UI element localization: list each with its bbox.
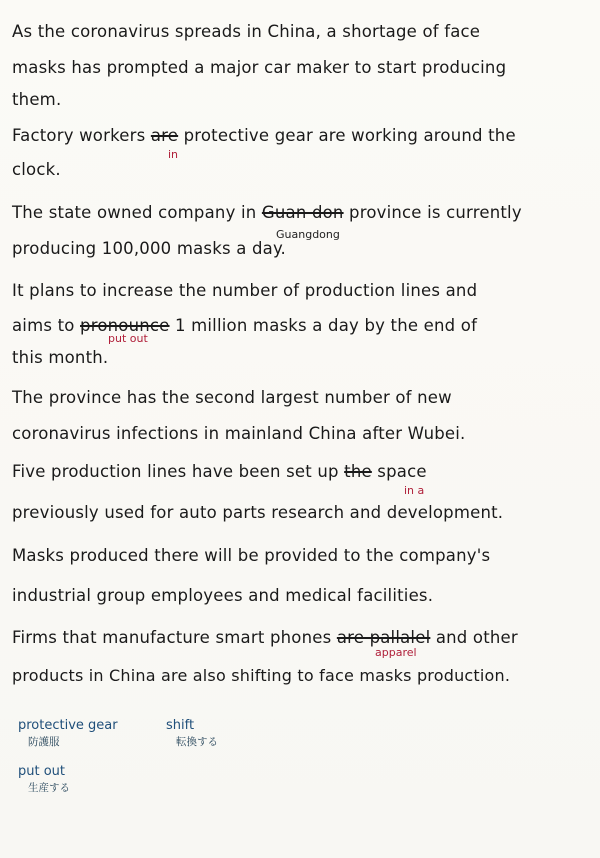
glossary-entry [18, 718, 118, 749]
struck-word: the [344, 462, 372, 481]
correction-in: in [168, 148, 179, 161]
text-segment: The state owned company in [12, 203, 257, 222]
glossary-term: put out [18, 764, 66, 779]
text-line: coronavirus infections in mainland China after Wubei. [12, 424, 466, 443]
text-segment: space [377, 462, 427, 481]
correction-apparel: apparel [375, 646, 417, 659]
glossary-translation: 防護服 [28, 736, 60, 748]
text-segment: province is currently [349, 203, 522, 222]
struck-word: are pallalel [336, 628, 431, 647]
text-line: As the coronavirus spreads in China, a shortage of face [12, 22, 481, 41]
text-line [12, 462, 590, 482]
correction-guangdong: Guangdong [276, 228, 340, 241]
text-segment: and other [435, 628, 518, 647]
correction-in-a: in a [404, 484, 425, 497]
text-segment: Firms that manufacture smart phones [12, 628, 332, 647]
glossary-translation: 生産する [28, 782, 70, 794]
text-line: clock. [12, 160, 61, 179]
text-line: industrial group employees and medical facilities. [12, 586, 434, 605]
glossary-translation: 転換する [176, 736, 218, 748]
text-segment: Five production lines have been set up [12, 462, 339, 481]
text-line: producing 100,000 masks a day. [12, 239, 287, 258]
glossary-term: shift [166, 718, 195, 733]
struck-word: pronounce [80, 316, 170, 335]
text-line: them. [12, 90, 62, 109]
text-line: this month. [12, 348, 109, 367]
text-segment: 1 million masks a day by the end of [174, 316, 478, 335]
text-segment: Factory workers [12, 126, 146, 145]
text-line [12, 203, 590, 223]
text-line [12, 316, 590, 336]
text-line: The province has the second largest number of new [12, 388, 452, 407]
correction-put-out: put out [108, 332, 148, 345]
text-line: masks has prompted a major car maker to start producing [12, 58, 507, 77]
text-segment: aims to [12, 316, 75, 335]
text-line: previously used for auto parts research and development. [12, 503, 504, 522]
text-line [12, 126, 590, 146]
glossary-entry [166, 718, 218, 749]
text-line: It plans to increase the number of production lines and [12, 281, 478, 300]
text-line: Masks produced there will be provided to the company's [12, 546, 491, 565]
text-segment: protective gear are working around the [183, 126, 516, 145]
text-line [12, 628, 590, 648]
text-line: products in China are also shifting to face masks production. [12, 666, 511, 685]
struck-word: are [150, 126, 179, 145]
glossary-entry [18, 764, 70, 795]
struck-word: Guan don [261, 203, 344, 222]
glossary-term: protective gear [18, 718, 118, 733]
